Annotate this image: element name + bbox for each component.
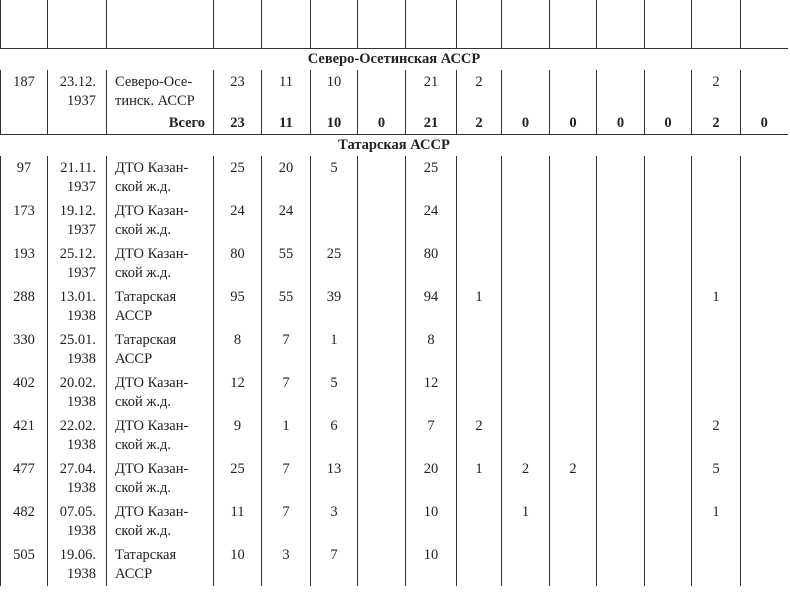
row-value: 7 [311, 543, 358, 586]
row-value [645, 199, 692, 242]
row-number: 421 [1, 414, 48, 457]
row-organization: ДТО Казан- ской ж.д. [107, 371, 214, 414]
row-value: 2 [502, 457, 550, 500]
row-value: 80 [214, 242, 262, 285]
row-value [645, 328, 692, 371]
row-value [358, 414, 406, 457]
row-value: 23 [214, 70, 262, 113]
row-value: 10 [406, 500, 457, 543]
row-value: 8 [406, 328, 457, 371]
row-value [692, 543, 741, 586]
row-value: 5 [692, 457, 741, 500]
row-organization: ДТО Казан- ской ж.д. [107, 414, 214, 457]
row-number: 482 [1, 500, 48, 543]
row-value [502, 371, 550, 414]
row-value [692, 328, 741, 371]
row-value [457, 242, 502, 285]
row-value: 25 [406, 156, 457, 199]
row-value [550, 543, 597, 586]
row-value [502, 328, 550, 371]
row-value [741, 156, 788, 199]
row-date: 07.05. 1938 [48, 500, 107, 543]
row-value [358, 156, 406, 199]
total-spacer [48, 113, 107, 135]
row-value [502, 242, 550, 285]
row-value: 12 [406, 371, 457, 414]
row-value [457, 328, 502, 371]
row-value [645, 156, 692, 199]
row-value: 2 [550, 457, 597, 500]
row-value: 7 [262, 328, 311, 371]
total-value: 11 [262, 113, 311, 135]
row-organization: Татарская АССР [107, 543, 214, 586]
row-value: 7 [262, 371, 311, 414]
row-value [741, 543, 788, 586]
row-value: 1 [692, 285, 741, 328]
row-value: 2 [457, 414, 502, 457]
row-value: 7 [262, 500, 311, 543]
row-value [741, 70, 788, 113]
row-value [502, 543, 550, 586]
row-value [457, 500, 502, 543]
row-value [597, 543, 645, 586]
total-spacer [1, 113, 48, 135]
row-value [645, 414, 692, 457]
row-value [502, 285, 550, 328]
row-value [741, 328, 788, 371]
row-value [457, 156, 502, 199]
row-value: 21 [406, 70, 457, 113]
row-value: 3 [311, 500, 358, 543]
table-row [1, 328, 788, 371]
row-value [597, 457, 645, 500]
row-value [358, 70, 406, 113]
row-value [457, 543, 502, 586]
row-number: 187 [1, 70, 48, 113]
row-organization: ДТО Казан- ской ж.д. [107, 242, 214, 285]
row-number: 193 [1, 242, 48, 285]
table-row [1, 414, 788, 457]
row-value [645, 242, 692, 285]
row-value [358, 285, 406, 328]
row-value: 1 [502, 500, 550, 543]
table-header-row [1, 0, 788, 49]
row-value: 1 [457, 457, 502, 500]
total-value: 21 [406, 113, 457, 135]
row-value [692, 242, 741, 285]
row-number: 330 [1, 328, 48, 371]
row-value: 25 [214, 457, 262, 500]
row-value [550, 242, 597, 285]
row-value [692, 199, 741, 242]
row-value [311, 199, 358, 242]
row-number: 173 [1, 199, 48, 242]
total-value: 0 [502, 113, 550, 135]
row-date: 23.12. 1937 [48, 70, 107, 113]
row-value [645, 70, 692, 113]
row-value: 25 [311, 242, 358, 285]
row-organization: Татарская АССР [107, 328, 214, 371]
row-date: 25.12. 1937 [48, 242, 107, 285]
row-date: 20.02. 1938 [48, 371, 107, 414]
row-value [741, 414, 788, 457]
table-row [1, 371, 788, 414]
table-row [1, 70, 788, 113]
section-title: Татарская АССР [1, 135, 788, 157]
row-value: 7 [406, 414, 457, 457]
row-value [550, 199, 597, 242]
row-date: 13.01. 1938 [48, 285, 107, 328]
row-value [358, 199, 406, 242]
row-organization: ДТО Казан- ской ж.д. [107, 199, 214, 242]
total-value: 0 [358, 113, 406, 135]
row-value: 2 [692, 70, 741, 113]
row-date: 19.06. 1938 [48, 543, 107, 586]
row-value [550, 285, 597, 328]
total-value: 10 [311, 113, 358, 135]
row-value: 95 [214, 285, 262, 328]
row-value: 1 [262, 414, 311, 457]
row-date: 27.04. 1938 [48, 457, 107, 500]
row-value: 39 [311, 285, 358, 328]
row-value: 11 [214, 500, 262, 543]
row-value: 2 [457, 70, 502, 113]
row-value [597, 414, 645, 457]
total-value: 0 [597, 113, 645, 135]
row-value [358, 328, 406, 371]
table-row [1, 199, 788, 242]
row-value: 80 [406, 242, 457, 285]
row-value [645, 500, 692, 543]
row-date: 25.01. 1938 [48, 328, 107, 371]
row-number: 402 [1, 371, 48, 414]
row-value: 13 [311, 457, 358, 500]
row-value [597, 199, 645, 242]
row-value [645, 543, 692, 586]
row-value [358, 242, 406, 285]
section-header-row [1, 49, 788, 71]
row-value [358, 543, 406, 586]
row-value [597, 328, 645, 371]
row-value [597, 242, 645, 285]
row-value [741, 457, 788, 500]
row-value: 1 [457, 285, 502, 328]
row-value: 1 [311, 328, 358, 371]
total-value: 0 [741, 113, 788, 135]
table-row [1, 543, 788, 586]
row-value: 10 [214, 543, 262, 586]
row-value [550, 371, 597, 414]
row-value [645, 457, 692, 500]
row-date: 21.11. 1937 [48, 156, 107, 199]
row-date: 22.02. 1938 [48, 414, 107, 457]
row-value: 10 [311, 70, 358, 113]
row-value [550, 328, 597, 371]
total-value: 0 [645, 113, 692, 135]
row-organization: ДТО Казан- ской ж.д. [107, 500, 214, 543]
row-value [550, 70, 597, 113]
row-value [645, 285, 692, 328]
total-value: 2 [457, 113, 502, 135]
row-value [502, 156, 550, 199]
row-value: 55 [262, 285, 311, 328]
row-value: 11 [262, 70, 311, 113]
row-organization: ДТО Казан- ской ж.д. [107, 457, 214, 500]
total-value: 0 [550, 113, 597, 135]
row-value: 20 [262, 156, 311, 199]
total-label: Всего [107, 113, 214, 135]
row-value: 9 [214, 414, 262, 457]
row-number: 288 [1, 285, 48, 328]
row-value [358, 371, 406, 414]
row-value [741, 371, 788, 414]
row-value: 24 [214, 199, 262, 242]
table-row [1, 285, 788, 328]
row-number: 97 [1, 156, 48, 199]
row-value [550, 414, 597, 457]
total-value: 23 [214, 113, 262, 135]
table-row [1, 500, 788, 543]
row-value: 6 [311, 414, 358, 457]
row-value: 3 [262, 543, 311, 586]
row-value [597, 500, 645, 543]
row-value [550, 156, 597, 199]
row-value [597, 70, 645, 113]
row-value [741, 285, 788, 328]
row-organization: ДТО Казан- ской ж.д. [107, 156, 214, 199]
row-value: 25 [214, 156, 262, 199]
table-row [1, 156, 788, 199]
row-value: 5 [311, 156, 358, 199]
row-value [502, 414, 550, 457]
row-value: 94 [406, 285, 457, 328]
row-date: 19.12. 1937 [48, 199, 107, 242]
row-value: 55 [262, 242, 311, 285]
row-value: 5 [311, 371, 358, 414]
section-header-row [1, 135, 788, 157]
row-value [692, 371, 741, 414]
row-value [597, 371, 645, 414]
row-value: 1 [692, 500, 741, 543]
row-value: 8 [214, 328, 262, 371]
row-value [358, 500, 406, 543]
row-value [741, 500, 788, 543]
row-value [457, 371, 502, 414]
row-value: 12 [214, 371, 262, 414]
row-value [457, 199, 502, 242]
row-value [502, 199, 550, 242]
table-row [1, 242, 788, 285]
row-organization: Северо-Осе- тинск. АССР [107, 70, 214, 113]
row-value [597, 285, 645, 328]
row-value [741, 242, 788, 285]
row-value [645, 371, 692, 414]
table-row [1, 457, 788, 500]
row-value [550, 500, 597, 543]
row-value: 10 [406, 543, 457, 586]
row-number: 505 [1, 543, 48, 586]
row-value [692, 156, 741, 199]
row-value [358, 457, 406, 500]
row-value: 24 [406, 199, 457, 242]
row-value [502, 70, 550, 113]
table-body [1, 0, 788, 586]
row-organization: Татарская АССР [107, 285, 214, 328]
section-title: Северо-Осетинская АССР [1, 49, 788, 71]
row-value: 24 [262, 199, 311, 242]
total-row [1, 113, 788, 135]
row-value: 7 [262, 457, 311, 500]
total-value: 2 [692, 113, 741, 135]
row-value [741, 199, 788, 242]
row-value [597, 156, 645, 199]
row-value: 20 [406, 457, 457, 500]
row-value: 2 [692, 414, 741, 457]
row-number: 477 [1, 457, 48, 500]
